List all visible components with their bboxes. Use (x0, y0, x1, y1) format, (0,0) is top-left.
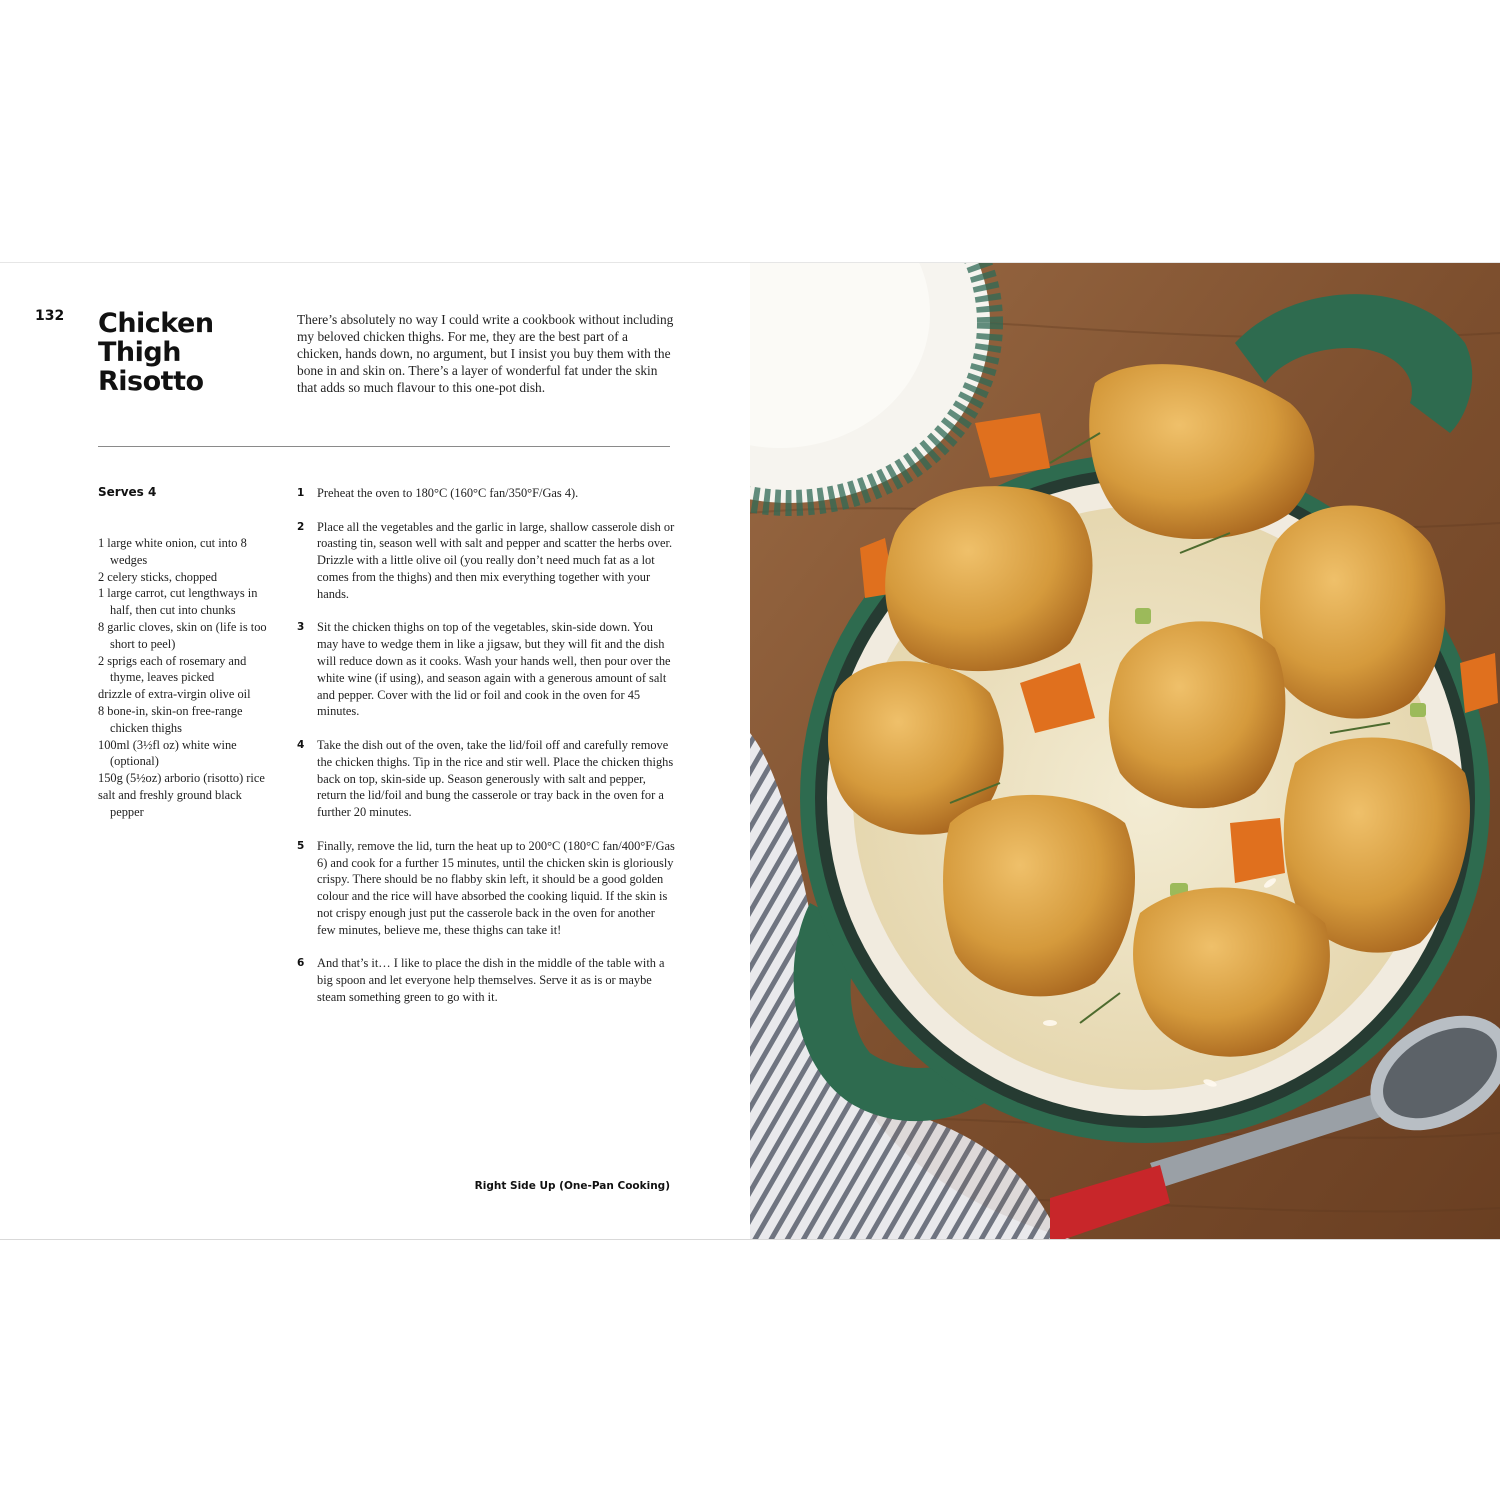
recipe-photo (750, 263, 1500, 1239)
page-number: 132 (35, 308, 65, 324)
method-step (297, 485, 675, 502)
left-page (0, 263, 750, 1239)
method-step (297, 737, 675, 821)
recipe-title (98, 309, 278, 396)
step-number: 4 (297, 738, 305, 751)
ingredient-item: salt and freshly ground black pepper (98, 787, 242, 819)
method-step (297, 838, 675, 939)
step-text: Place all the vegetables and the garlic in large, shallow casserole dish or roasting tin, season well with salt and pepper and scatter the herbs over. Drizzle with a little olive oil (you really don’t need much fat as a lot comes from the thighs) and then mix everything together with your hands. (317, 519, 675, 601)
title-line: Risotto (98, 366, 204, 397)
ingredient-item: 1 large white onion, cut into 8 wedges (98, 536, 247, 567)
ingredient-item: 8 garlic cloves, skin on (life is too short to peel) (98, 619, 267, 651)
method-step (297, 519, 675, 603)
method-step (297, 955, 675, 1005)
ingredient-item: drizzle of extra-virgin olive oil (98, 687, 251, 702)
step-text: And that’s it… I like to place the dish in the middle of the table with a big spoon and let everyone help themselves. Serve it as is or maybe steam something green to go with it. (317, 956, 665, 1004)
step-number: 1 (297, 487, 305, 499)
step-number: 3 (297, 621, 305, 634)
divider (98, 446, 670, 447)
ingredient-item: 150g (5½oz) arborio (risotto) rice (98, 771, 265, 786)
step-number: 6 (297, 957, 305, 970)
ingredient-item: 1 large carrot, cut lengthways in half, then cut into chunks (98, 586, 258, 618)
ingredient-item: 8 bone-in, skin-on free-range chicken thighs (98, 703, 243, 735)
book-spread (0, 262, 1500, 1240)
step-text: Preheat the oven to 180°C (160°C fan/350°F/Gas 4). (317, 486, 579, 500)
ingredient-item: 2 sprigs each of rosemary and thyme, leaves picked (98, 653, 247, 685)
chapter-footer: Right Side Up (One-Pan Cooking) (474, 1180, 670, 1192)
chicken-thigh (1260, 506, 1445, 719)
serves-label: Serves 4 (98, 485, 157, 499)
chicken-thigh (943, 795, 1135, 997)
ingredient-item: 2 celery sticks, chopped (98, 569, 218, 584)
step-text: Take the dish out of the oven, take the lid/foil off and carefully remove the chicken thighs. Tip in the rice and stir well. Place the chicken thighs back on top, skin-side up. Season generously with salt and pepper, return the lid/foil and bung the casserole or tray back in the oven for a further 20 minutes. (317, 737, 674, 820)
step-number: 5 (297, 839, 305, 852)
chicken-thigh (885, 486, 1092, 671)
step-number: 2 (297, 520, 305, 533)
ingredient-item: 100ml (3½fl oz) white wine (optional) (98, 737, 237, 769)
chicken-thigh (1109, 621, 1286, 808)
method-step (297, 619, 675, 720)
ingredient-list (98, 535, 273, 821)
step-text: Finally, remove the lid, turn the heat up to 200°C (180°C fan/400°F/Gas 6) and cook for a further 15 minutes, until the chicken skin is gloriously crispy. There should be no flabby skin left, it should be a good golden colour and the rice will have absorbed the cooking liquid. If the skin is not crispy enough just put the casserole back in the oven for another few minutes, believe me, these thighs can take it! (317, 838, 675, 937)
step-text: Sit the chicken thighs on top of the vegetables, skin-side down. You may have to wedge them in like a jigsaw, but they will fit and the dish will reduce down as it cooks. Wash your hands well, then pour over the white wine (if using), and season again with a generous amount of salt and pepper. Cover with the lid or foil and cook in the oven for 45 minutes. (317, 620, 671, 719)
intro-paragraph: There’s absolutely no way I could write a cookbook without including my beloved chicken thighs. For me, they are the best part of a chicken, hands down, no argument, but I insist you buy them with the bone in and skin on. There’s a layer of wonderful fat under the skin that adds so much flavour to this one-pot dish. (297, 312, 674, 395)
photo-illustration (750, 263, 1500, 1239)
title-line: Chicken (98, 308, 214, 339)
method-list (297, 485, 675, 1023)
title-line: Thigh (98, 337, 181, 368)
